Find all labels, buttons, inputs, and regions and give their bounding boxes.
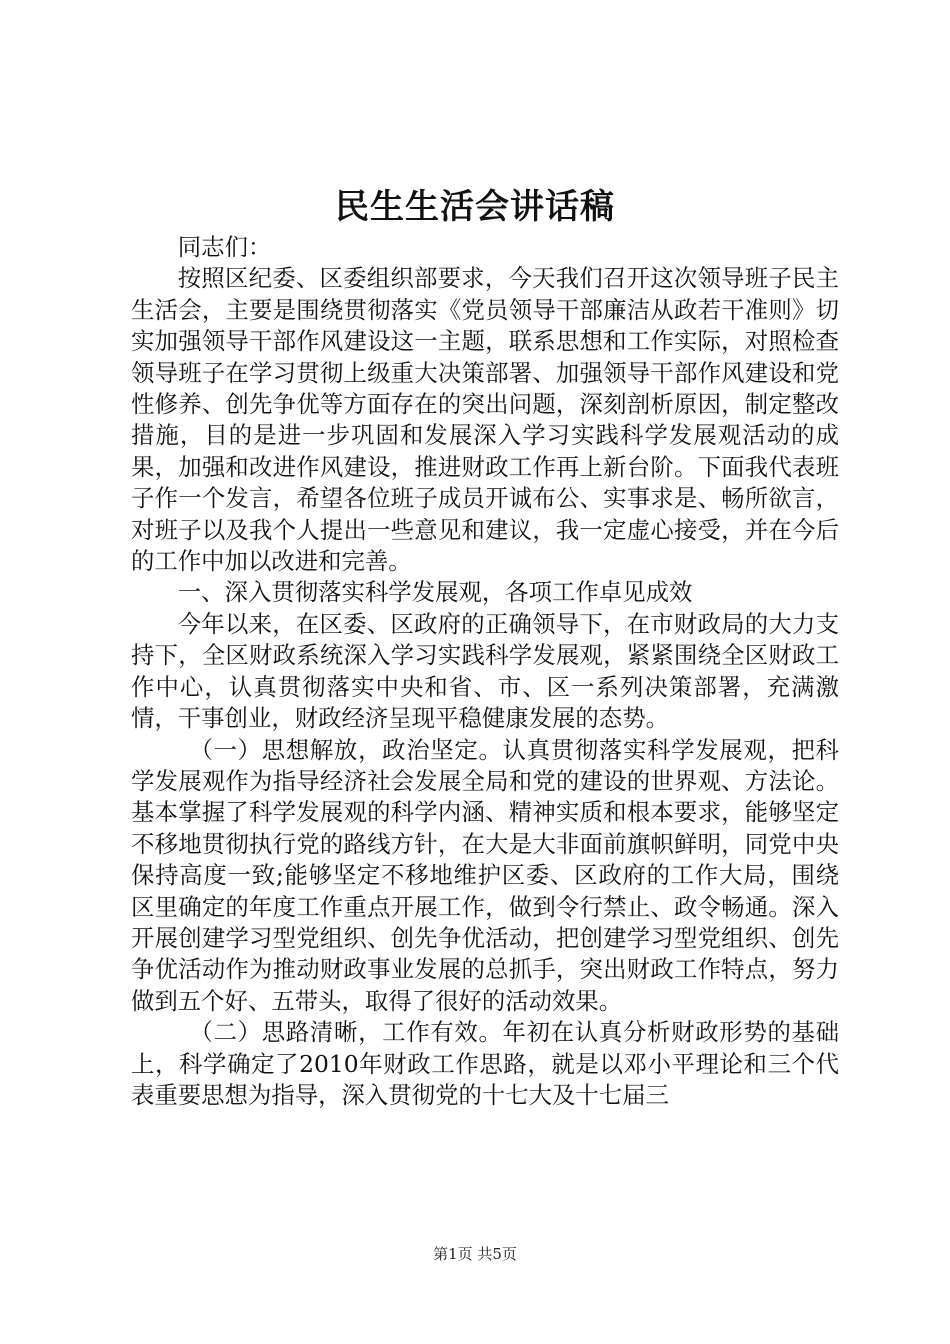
intro-paragraph: 按照区纪委、区委组织部要求，今天我们召开这次领导班子民主生活会，主要是围绕贯彻落实《党员领导干部廉洁从政若干准则》切实加强领导干部作风建设这一主题，联系思想和工作实际，对照检查领导班子在学习贯彻上级重大决策部署、加强领导干部作风建设和党性修养、创先争优等方面存在的突出问题，深刻剖析原因，制定整改措施，目的是进一步巩固和发展深入学习实践科学发展观活动的成果，加强和改进作风建设，推进财政工作再上新台阶。下面我代表班子作一个发言，希望各位班子成员开诚布公、实事求是、畅所欲言，对班子以及我个人提出一些意见和建议，我一定虚心接受，并在今后的工作中加以改进和完善。 — [131, 264, 839, 576]
section-1-paragraph: 今年以来，在区委、区政府的正确领导下，在市财政局的大力支持下，全区财政系统深入学习实践科学发展观，紧紧围绕全区财政工作中心，认真贯彻落实中央和省、市、区一系列决策部署，充满激情，干事创业，财政经济呈现平稳健康发展的态势。 — [131, 609, 839, 733]
subsection-2-paragraph: （二）思路清晰，工作有效。年初在认真分析财政形势的基础上，科学确定了2010年财政工作思路，就是以邓小平理论和三个代表重要思想为指导，深入贯彻党的十七大及十七届三 — [131, 1018, 839, 1109]
document-title: 民生生活会讲话稿 — [335, 187, 615, 227]
document-body — [131, 232, 839, 1111]
section-heading-1: 一、深入贯彻落实科学发展观，各项工作卓见成效 — [177, 578, 693, 607]
salutation-paragraph: 同志们： — [177, 233, 272, 261]
page-number-footer: 第1页 共5页 — [433, 1245, 517, 1263]
subsection-1-paragraph: （一）思想解放，政治坚定。认真贯彻落实科学发展观，把科学发展观作为指导经济社会发展全局和党的建设的世界观、方法论。基本掌握了科学发展观的科学内涵、精神实质和根本要求，能够坚定不移地贯彻执行党的路线方针，在大是大非面前旗帜鲜明，同党中央保持高度一致;能够坚定不移地维护区委、区政府的工作大局，围绕区里确定的年度工作重点开展工作，做到令行禁止、政令畅通。深入开展创建学习型党组织、创先争优活动，把创建学习型党组织、创先争优活动作为推动财政事业发展的总抓手，突出财政工作特点，努力做到五个好、五带头，取得了很好的活动效果。 — [131, 735, 839, 1015]
